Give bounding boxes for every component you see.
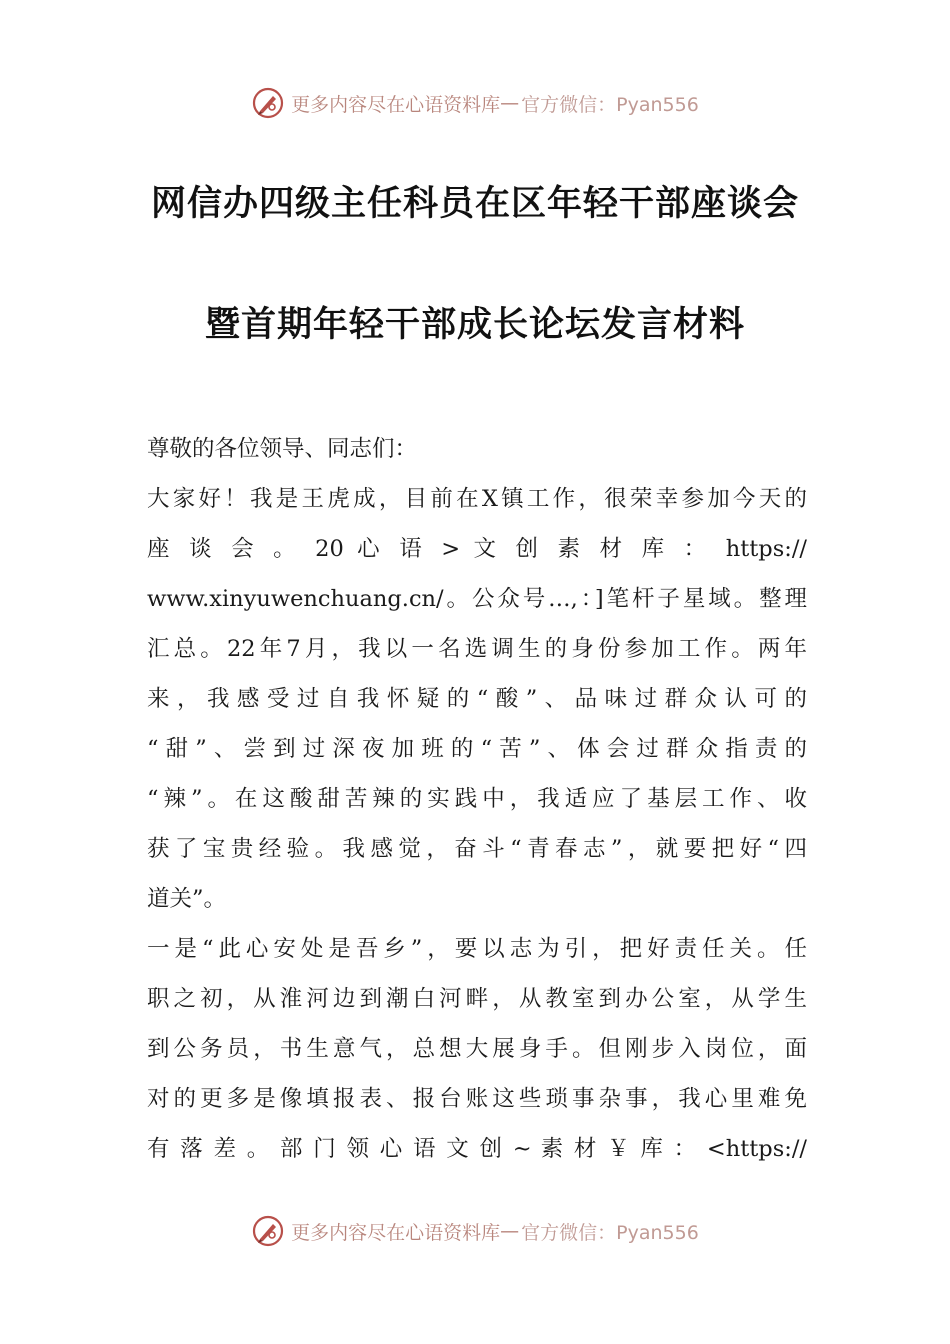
banner-dash: — [500, 92, 520, 114]
document-body [147, 424, 807, 1174]
banner-wechat-text: 官方微信：Pyan556 [521, 93, 699, 116]
body-line: 道关”。 [147, 886, 227, 912]
document-title-line-2: 暨首期年轻干部成长论坛发言材料 [204, 304, 745, 345]
body-line: 获了宝贵经验。我感觉，奋斗“青春志”，就要把好“四 [147, 836, 807, 862]
banner-dash: — [500, 1220, 520, 1242]
body-line: 职之初，从淮河边到潮白河畔，从教室到办公室，从学生 [147, 986, 807, 1012]
body-line: www.xinyuwenchuang.cn/。公众号…,：]笔杆子星域。整理 [147, 586, 807, 612]
pen-nib-logo-icon [251, 86, 285, 120]
body-line: 尊敬的各位领导、同志们： [147, 436, 418, 462]
body-line: 到公务员，书生意气，总想大展身手。但刚步入岗位，面 [147, 1036, 807, 1062]
body-line: 大家好！我是王虎成，目前在X镇工作，很荣幸参加今天的 [147, 486, 807, 512]
body-line: “甜”、尝到过深夜加班的“苦”、体会过群众指责的 [147, 736, 807, 762]
body-line: 一是“此心安处是吾乡”，要以志为引，把好责任关。任 [147, 936, 807, 962]
banner-brand-text: 更多内容尽在心语资料库 [291, 93, 501, 116]
body-line: 有 落 差 。 部 门 领 心 语 文 创 ~ 素 材 ￥ 库 ： <https:// [147, 1136, 807, 1162]
header-banner [0, 83, 950, 123]
body-line: “辣”。在这酸甜苦辣的实践中，我适应了基层工作、收 [147, 786, 807, 812]
footer-banner [0, 1211, 950, 1251]
body-line: 对的更多是像填报表、报台账这些琐事杂事，我心里难免 [147, 1086, 807, 1112]
body-line: 来，我感受过自我怀疑的“酸”、品味过群众认可的 [147, 686, 807, 712]
body-line: 座 谈 会 。 20 心 语 > 文 创 素 材 库 ： https:// [147, 536, 807, 562]
banner-brand-text: 更多内容尽在心语资料库 [291, 1221, 501, 1244]
document-title-line-1: 网信办四级主任科员在区年轻干部座谈会 [150, 183, 799, 224]
body-line: 汇总。22年7月，我以一名选调生的身份参加工作。两年 [147, 636, 807, 662]
banner-wechat-text: 官方微信：Pyan556 [521, 1221, 699, 1244]
pen-nib-logo-icon [251, 1214, 285, 1248]
